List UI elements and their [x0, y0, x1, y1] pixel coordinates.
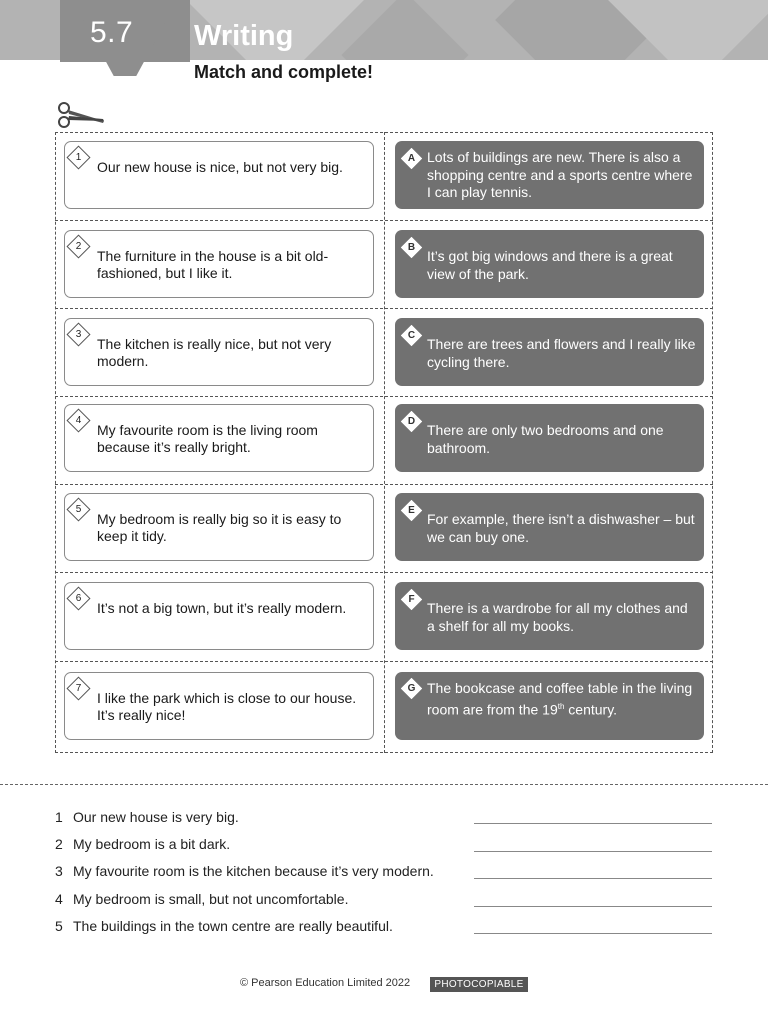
- ending-card-text: There are trees and flowers and I really like cycling there.: [427, 336, 696, 370]
- header-decoration: [341, 0, 468, 60]
- sentence-3: [55, 863, 434, 881]
- answer-line-1[interactable]: [474, 823, 712, 824]
- number-marker: 1: [66, 145, 90, 169]
- ending-card-c[interactable]: [395, 318, 704, 386]
- sentence-card-text: It’s not a big town, but it’s really modern.: [97, 600, 347, 616]
- sentence-card-text: The furniture in the house is a bit old-fashioned, but I like it.: [97, 248, 329, 281]
- sentence-2: [55, 836, 230, 854]
- sentence-1: [55, 809, 239, 827]
- unit-number: 5.7: [90, 16, 134, 49]
- unit-title: Writing: [194, 20, 294, 52]
- sentence-text: My bedroom is a bit dark.: [73, 836, 231, 852]
- sentence-card-3[interactable]: [64, 318, 374, 386]
- sentence-number: 2: [55, 836, 63, 852]
- ending-card-text: [427, 680, 696, 719]
- cut-line-vertical: [384, 132, 385, 753]
- letter-marker: D: [401, 411, 422, 432]
- ending-card-e[interactable]: [395, 493, 704, 561]
- number-marker: 5: [66, 497, 90, 521]
- letter-marker: F: [401, 589, 422, 610]
- letter-marker: B: [401, 237, 422, 258]
- ending-card-b[interactable]: [395, 230, 704, 298]
- sentence-card-1[interactable]: [64, 141, 374, 209]
- sentence-5: [55, 918, 393, 936]
- ending-card-text: Lots of buildings are new. There is also a shopping centre and a sports centre where I can play tennis.: [427, 149, 693, 200]
- letter-marker: A: [401, 148, 422, 169]
- answer-line-3[interactable]: [474, 878, 712, 879]
- page-subtitle: Match and complete!: [194, 62, 374, 82]
- ending-card-a[interactable]: [395, 141, 704, 209]
- answer-line-2[interactable]: [474, 851, 712, 852]
- cut-line-horizontal: [55, 396, 713, 397]
- ending-card-text-part: The bookcase and coffee table in the living room are from the 19: [427, 680, 693, 718]
- cut-line-horizontal: [55, 572, 713, 573]
- letter-marker: C: [401, 325, 422, 346]
- sentence-number: 3: [55, 863, 63, 879]
- sentence-text: My favourite room is the kitchen because it’s very modern.: [73, 863, 434, 879]
- ending-card-g[interactable]: [395, 672, 704, 740]
- sentence-number: 1: [55, 809, 63, 825]
- sentence-number: 5: [55, 918, 63, 934]
- sentence-card-text: The kitchen is really nice, but not very modern.: [97, 336, 332, 369]
- cut-line-page: [0, 784, 768, 785]
- letter-marker: G: [401, 678, 422, 699]
- cut-line-horizontal: [55, 484, 713, 485]
- number-marker: 2: [66, 234, 90, 258]
- sentence-text: The buildings in the town centre are really beautiful.: [73, 918, 393, 934]
- sentence-card-6[interactable]: [64, 582, 374, 650]
- ending-card-text-part: century.: [564, 701, 618, 718]
- ordinal-suffix: th: [557, 701, 565, 711]
- sentence-card-text: Our new house is nice, but not very big.: [97, 159, 343, 175]
- sentence-card-2[interactable]: [64, 230, 374, 298]
- ending-card-f[interactable]: [395, 582, 704, 650]
- scissors-icon: [56, 100, 108, 130]
- sentence-card-5[interactable]: [64, 493, 374, 561]
- ending-card-d[interactable]: [395, 404, 704, 472]
- cut-line-horizontal: [55, 220, 713, 221]
- sentence-text: My bedroom is small, but not uncomfortable.: [73, 891, 349, 907]
- cut-line-horizontal: [55, 308, 713, 309]
- letter-marker: E: [401, 500, 422, 521]
- sentence-text: Our new house is very big.: [73, 809, 239, 825]
- sentence-card-text: I like the park which is close to our house. It’s really nice!: [97, 690, 357, 723]
- ending-card-text: There are only two bedrooms and one bathroom.: [427, 422, 664, 456]
- sentence-card-7[interactable]: [64, 672, 374, 740]
- answer-line-4[interactable]: [474, 906, 712, 907]
- sentence-number: 4: [55, 891, 63, 907]
- cut-line-horizontal: [55, 661, 713, 662]
- number-marker: 4: [66, 408, 90, 432]
- number-marker: 6: [66, 586, 90, 610]
- sentence-card-4[interactable]: [64, 404, 374, 472]
- number-marker: 3: [66, 322, 90, 346]
- copyright-notice: © Pearson Education Limited 2022: [240, 977, 411, 989]
- ending-card-text: It’s got big windows and there is a great view of the park.: [427, 248, 673, 282]
- photocopiable-badge: PHOTOCOPIABLE: [430, 977, 528, 992]
- number-marker: 7: [66, 676, 90, 700]
- sentence-card-text: My bedroom is really big so it is easy to keep it tidy.: [97, 511, 342, 544]
- sentence-4: [55, 891, 348, 909]
- answer-line-5[interactable]: [474, 933, 712, 934]
- sentence-card-text: My favourite room is the living room because it’s really bright.: [97, 422, 318, 455]
- ending-card-text: For example, there isn’t a dishwasher – but we can buy one.: [427, 511, 695, 545]
- ending-card-text: There is a wardrobe for all my clothes and a shelf for all my books.: [427, 600, 688, 634]
